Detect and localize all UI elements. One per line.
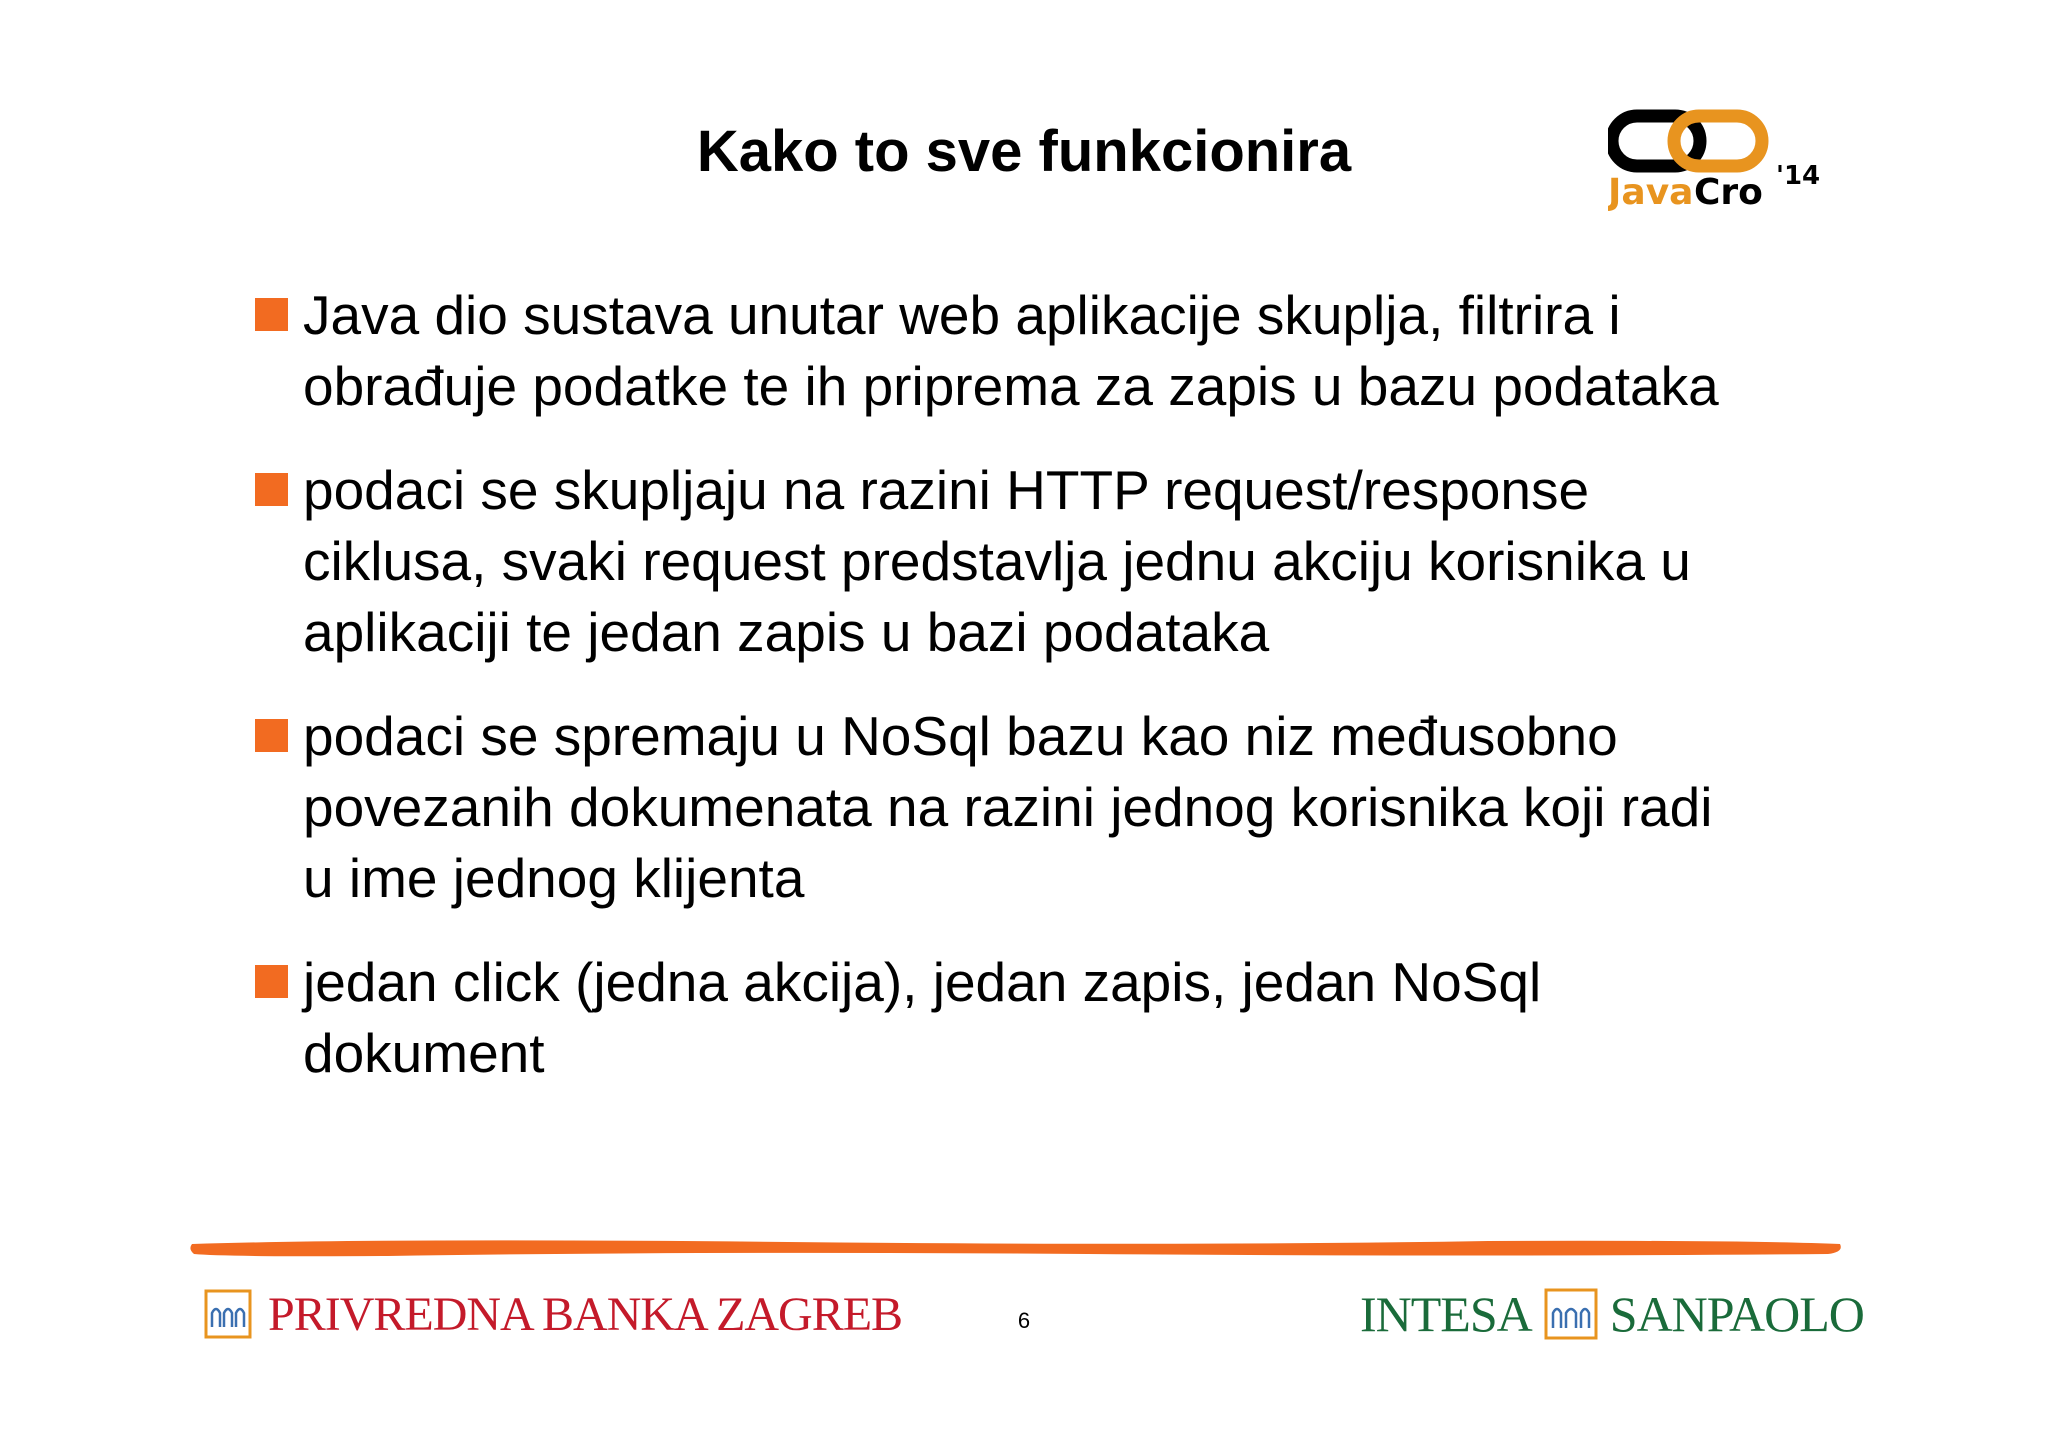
bullet-square-icon bbox=[255, 965, 288, 998]
bullet-item bbox=[255, 455, 1755, 668]
pbz-name: PRIVREDNA BANKA ZAGREB bbox=[268, 1287, 903, 1341]
javacro-cro-text: Cro bbox=[1694, 172, 1763, 213]
bullet-square-icon bbox=[255, 298, 288, 331]
orange-brush-divider bbox=[188, 1232, 1846, 1262]
bullet-item bbox=[255, 947, 1755, 1089]
bullet-text: podaci se spremaju u NoSql bazu kao niz međusobno povezanih dokumenata na razini jednog korisnika koji radi u ime jednog klijenta bbox=[303, 705, 1713, 909]
intesa-name: INTESA bbox=[1360, 1286, 1532, 1342]
intesa-sanpaolo-logo bbox=[1360, 1286, 1864, 1342]
bullet-item bbox=[255, 701, 1755, 914]
bullet-text: jedan click (jedna akcija), jedan zapis, jedan NoSql dokument bbox=[303, 951, 1542, 1084]
bank-arch-icon bbox=[1544, 1288, 1598, 1340]
bullet-text: Java dio sustava unutar web aplikacije skuplja, filtrira i obrađuje podatke te ih priprema za zapis u bazu podataka bbox=[303, 284, 1719, 417]
bullet-text: podaci se skupljaju na razini HTTP request/response ciklusa, svaki request predstavlja jednu akciju korisnika u aplikaciji te jedan zapis u bazi podataka bbox=[303, 459, 1691, 663]
slide-title: Kako to sve funkcionira bbox=[696, 119, 1352, 184]
javacro-logo-icon bbox=[1608, 108, 1838, 218]
page-number: 6 bbox=[1017, 1308, 1031, 1333]
bullet-list bbox=[255, 280, 1755, 1122]
pbz-logo bbox=[204, 1286, 902, 1342]
bank-arch-icon bbox=[204, 1289, 252, 1339]
javacro-year-text: '14 bbox=[1776, 161, 1821, 191]
bullet-square-icon bbox=[255, 473, 288, 506]
bullet-square-icon bbox=[255, 719, 288, 752]
bullet-item bbox=[255, 280, 1755, 422]
javacro-java-text: Java bbox=[1608, 172, 1694, 213]
sanpaolo-name: SANPAOLO bbox=[1609, 1286, 1864, 1342]
